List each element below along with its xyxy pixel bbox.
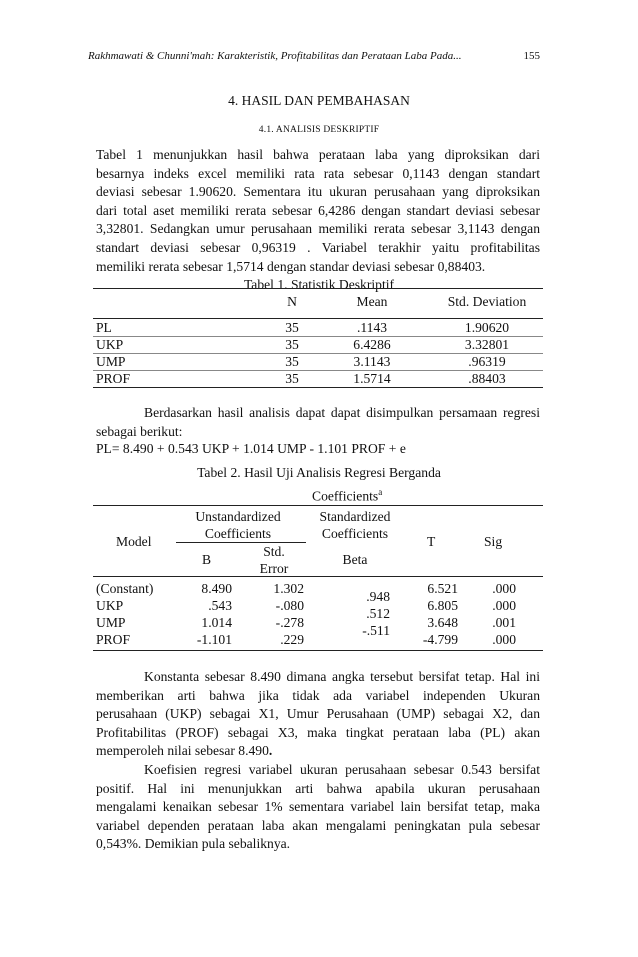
table1-bottom-rule [93, 387, 543, 388]
header-se [250, 543, 298, 577]
text-line-content: memperoleh nilai sebesar 8.490 [96, 743, 269, 759]
cell-b: -1.101 [196, 632, 232, 647]
row-label: UKP [96, 337, 124, 352]
text-line: deviasi sebesar 1.90620. Sementara itu ukuran perusahaan yang diproksikan [96, 184, 540, 200]
paragraph-descriptive [96, 146, 540, 276]
text-line: mengalami kenaikan sebesar 1% sementara variabel lain bersifat tetap, maka [96, 799, 540, 815]
cell-beta: .948 [366, 589, 390, 604]
table2-bottom-rule [93, 650, 543, 651]
text-line: variabel dependen perataan laba akan mengalami peningkatan pula sebesar [96, 817, 540, 833]
table1-header-rule [93, 318, 543, 319]
text-line: Profitabilitas (PROF) sebagai X3, maka tingkat perataan laba (PL) akan [96, 724, 540, 740]
paragraph-regression-intro [96, 404, 540, 441]
text-line: standart deviasi sebesar 0,96319 . Variabel terakhir yaitu profitabilitas [96, 239, 540, 255]
cell-t: 6.521 [427, 581, 458, 596]
header-model: Model [116, 534, 152, 549]
row-label: UMP [96, 354, 126, 369]
cell-t: 3.648 [427, 615, 458, 630]
header-se-line1: Std. [263, 544, 285, 559]
table1-caption: Tabel 1. Statistik Deskriptif [243, 277, 395, 292]
header-t: T [427, 534, 436, 549]
cell-b: .543 [208, 598, 232, 613]
cell-t: 6.805 [427, 598, 458, 613]
text-line: perusahaan (UKP) sebagai X1, Umur Perusahaan (UMP) sebagai X2, dan [96, 706, 540, 722]
text-line-period: . [268, 743, 273, 759]
header-b: B [202, 552, 212, 567]
cell-model: UMP [96, 615, 126, 630]
cell-model: UKP [96, 598, 124, 613]
cell-se: -.080 [275, 598, 304, 613]
table2-caption: Tabel 2. Hasil Uji Analisis Regresi Berganda [197, 465, 441, 480]
table1-header-sd: Std. Deviation [447, 294, 527, 309]
table1-top-rule [93, 288, 543, 289]
regression-equation: PL= 8.490 + 0.543 UKP + 1.014 UMP - 1.101 PROF + e [96, 441, 406, 456]
text-line: memiliki rerata sebesar 1,5714 dengan standar deviasi sebesar 0,88403. [96, 258, 486, 274]
header-sig: Sig [484, 534, 503, 549]
row-divider [93, 353, 543, 354]
cell-mean: .1143 [356, 320, 388, 335]
header-beta: Beta [342, 552, 368, 567]
cell-b: 1.014 [201, 615, 232, 630]
cell-sd: .88403 [468, 371, 506, 386]
coefficients-title [312, 487, 382, 505]
paragraph-ukp-coefficient [96, 761, 540, 854]
cell-se: -.278 [275, 615, 304, 630]
header-std [305, 508, 405, 542]
cell-se: 1.302 [273, 581, 304, 596]
row-divider [93, 370, 543, 371]
header-se-line2: Error [259, 561, 289, 576]
cell-n: 35 [285, 354, 299, 369]
header-unstd-line2: Coefficients [204, 526, 272, 541]
cell-model: (Constant) [96, 581, 154, 596]
table1-header-mean: Mean [356, 294, 388, 309]
cell-t: -4.799 [422, 632, 458, 647]
cell-sig: .000 [492, 581, 516, 596]
text-line: 3,32801. Sedangkan umur perusahaan memiliki rerata sebesar 3,1143 dengan [96, 221, 540, 237]
row-label: PROF [96, 371, 131, 386]
cell-sd: 3.32801 [464, 337, 510, 352]
cell-sig: .001 [492, 615, 516, 630]
text-line: dari total aset memiliki rerata sebesar 6,4286 dengan standart deviasi sebesar [96, 202, 540, 218]
paragraph-constant [96, 668, 540, 761]
cell-mean: 6.4286 [353, 337, 391, 352]
cell-sig: .000 [492, 598, 516, 613]
table2-top-rule [93, 505, 543, 506]
header-std-line1: Standardized [319, 509, 391, 524]
text-line: Koefisien regresi variabel ukuran perusahaan sebesar 0.543 bersifat [144, 762, 540, 777]
text-line [96, 742, 540, 761]
subsection-title: 4.1. ANALISIS DESKRIPTIF [258, 125, 380, 135]
text-line: Konstanta sebesar 8.490 dimana angka tersebut bersifat tetap. Hal ini [144, 669, 540, 684]
header-std-line2: Coefficients [321, 526, 389, 541]
row-divider [93, 336, 543, 337]
text-line: besarnya indeks excel memiliki rata rata sebesar 0,1143 dengan standart [96, 165, 540, 181]
page-number: 155 [523, 50, 540, 62]
row-label: PL [96, 320, 112, 335]
cell-mean: 3.1143 [353, 354, 391, 369]
cell-model: PROF [96, 632, 131, 647]
header-unstd-line1: Unstandardized [195, 509, 281, 524]
cell-n: 35 [285, 320, 299, 335]
cell-b: 8.490 [201, 581, 232, 596]
table2-header-rule [93, 576, 543, 577]
text-line: 0,543%. Demikian pula sebaliknya. [96, 836, 291, 852]
running-title: Rakhmawati & Chunni'mah: Karakteristik, Profitabilitas dan Perataan Laba Pada... [88, 50, 462, 62]
coefficients-sup: a [378, 487, 383, 497]
cell-beta: .512 [366, 606, 390, 621]
text-line: memberikan arti bahwa jika tidak ada variabel independen Ukuran [96, 687, 540, 703]
cell-sd: .96319 [468, 354, 506, 369]
section-title: 4. HASIL DAN PEMBAHASAN [228, 93, 410, 108]
coefficients-label: Coefficients [312, 488, 379, 504]
cell-mean: 1.5714 [353, 371, 391, 386]
cell-n: 35 [285, 337, 299, 352]
cell-sd: 1.90620 [464, 320, 510, 335]
cell-sig: .000 [492, 632, 516, 647]
text-line: Berdasarkan hasil analisis dapat dapat disimpulkan persamaan regresi [144, 405, 540, 420]
text-line: sebagai berikut: [96, 423, 183, 439]
cell-n: 35 [285, 371, 299, 386]
running-header [88, 50, 540, 62]
text-line: positif. Hal ini menunjukkan arti bahwa apabila ukuran perusahaan [96, 780, 540, 796]
cell-se: .229 [280, 632, 304, 647]
table1-header-n: N [287, 294, 297, 309]
text-line: Tabel 1 menunjukkan hasil bahwa perataan laba yang diproksikan dari [96, 147, 540, 162]
header-unstd [178, 508, 298, 542]
cell-beta: -.511 [362, 623, 390, 638]
